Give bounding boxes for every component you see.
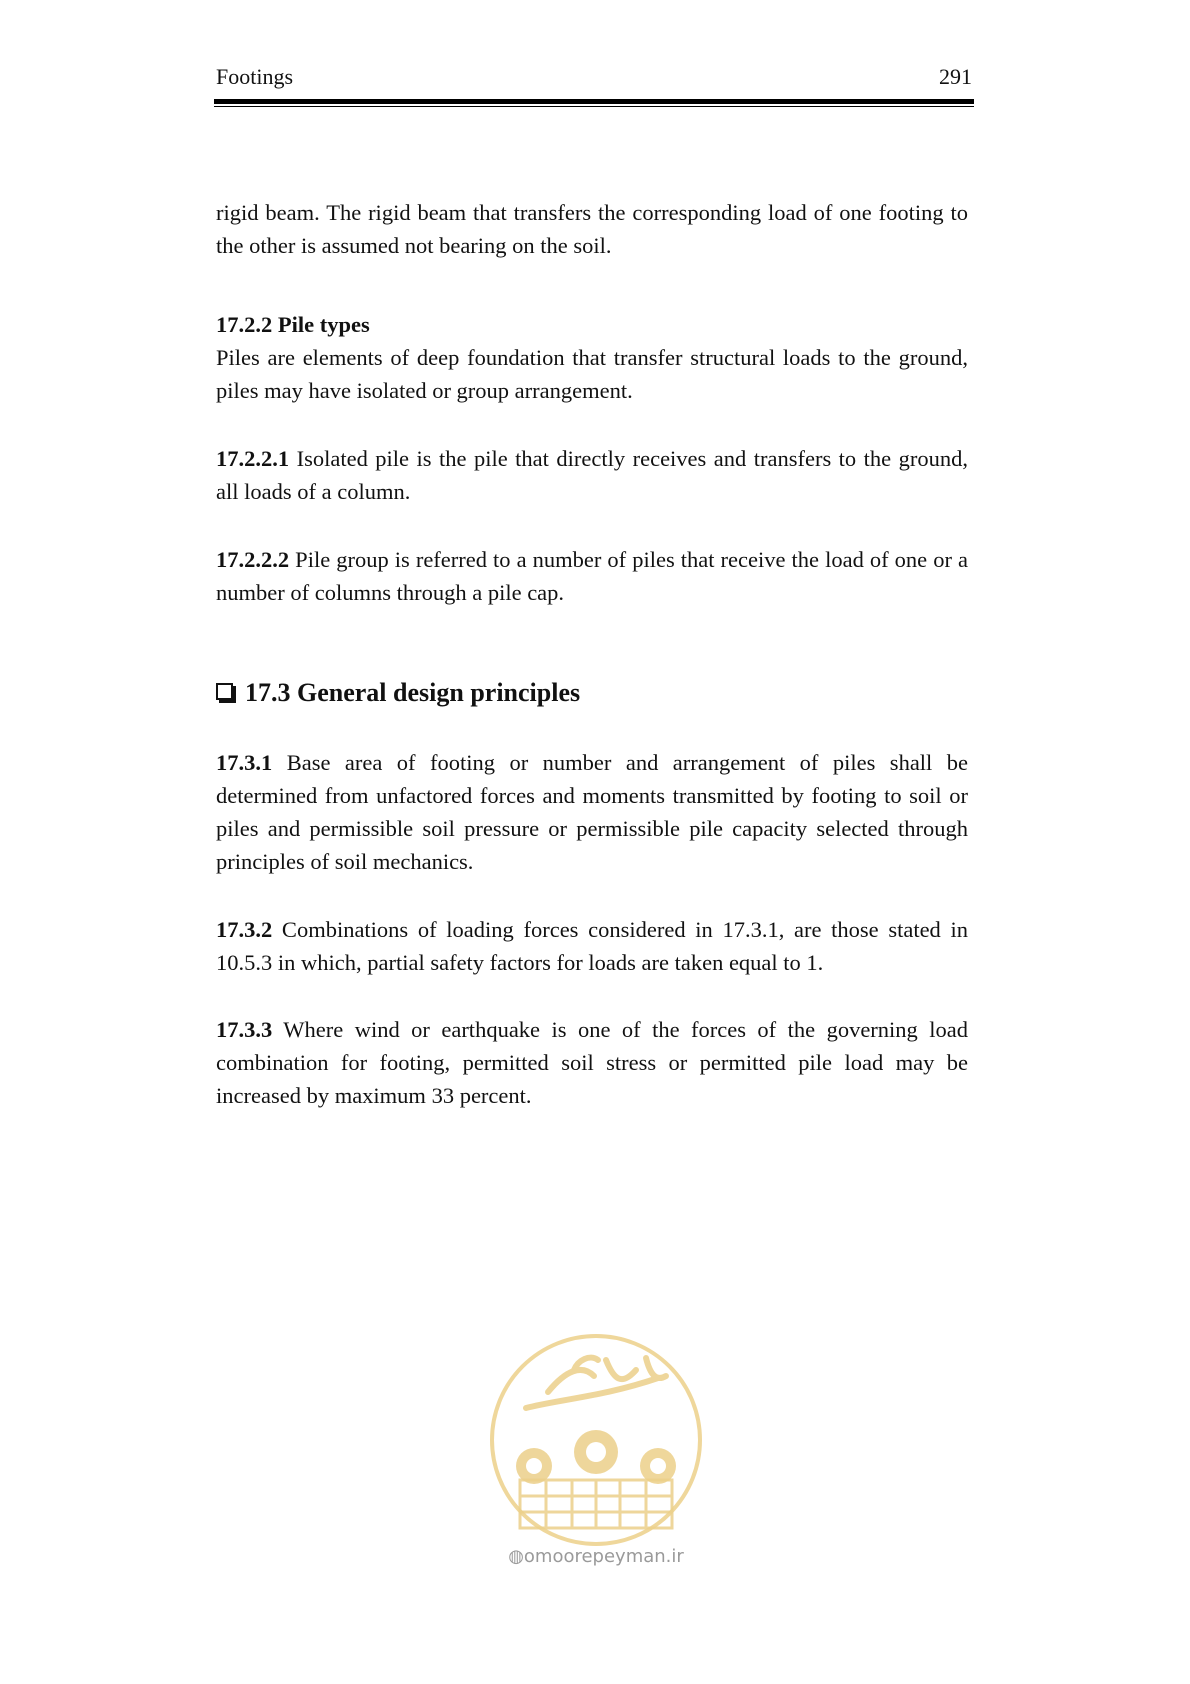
subsection-heading-pile-types: 17.2.2 Pile types (216, 312, 370, 337)
globe-icon: ◍ (508, 1546, 524, 1567)
watermark-url (496, 1546, 696, 1567)
paragraph-pile-types: Piles are elements of deep foundation that transfer structural loads to the ground, piles may have isolated or group arrangement. (216, 345, 968, 403)
paragraph-17-2-2-2 (216, 543, 968, 609)
clause-number: 17.2.2.2 (216, 547, 290, 572)
section-heading (216, 675, 580, 711)
paragraph-continuation: rigid beam. The rigid beam that transfers the corresponding load of one footing to the other is assumed not bearing on the soil. (216, 200, 968, 258)
section-heading-text: 17.3 General design principles (245, 678, 581, 707)
watermark-url-text: omoorepeyman.ir (523, 1546, 684, 1567)
page-number: 291 (939, 64, 972, 89)
header-title: Footings (216, 64, 294, 89)
clause-text: Isolated pile is the pile that directly receives and transfers to the ground, all loads of a column. (216, 446, 968, 504)
clause-text: Combinations of loading forces considered in 17.3.1, are those stated in 10.5.3 in which, partial safety factors for loads are taken equal to 1. (216, 917, 968, 975)
header-rule-thick (214, 99, 974, 104)
clause-text: Where wind or earthquake is one of the forces of the governing load combination for footing, permitted soil stress or permitted pile load may be increased by maximum 33 percent. (216, 1017, 968, 1108)
clause-number: 17.2.2.1 (216, 446, 290, 471)
clause-number: 17.3.2 (216, 917, 273, 942)
clause-text: Pile group is referred to a number of piles that receive the load of one or a number of columns through a pile cap. (216, 547, 968, 605)
checkbox-icon (216, 683, 233, 700)
clause-17-3-3 (216, 1013, 968, 1112)
clause-number: 17.3.1 (216, 750, 273, 775)
header-rule-thin (214, 106, 974, 107)
watermark-logo (486, 1330, 706, 1550)
clause-number: 17.3.3 (216, 1017, 273, 1042)
clause-17-3-1 (216, 746, 968, 878)
running-header (216, 64, 972, 94)
paragraph-17-2-2-1 (216, 442, 968, 508)
clause-text: Base area of footing or number and arrangement of piles shall be determined from unfactored forces and moments transmitted by footing to soil or piles and permissible soil pressure or permissible pile capacity selected through principles of soil mechanics. (216, 750, 968, 874)
clause-17-3-2 (216, 913, 968, 979)
